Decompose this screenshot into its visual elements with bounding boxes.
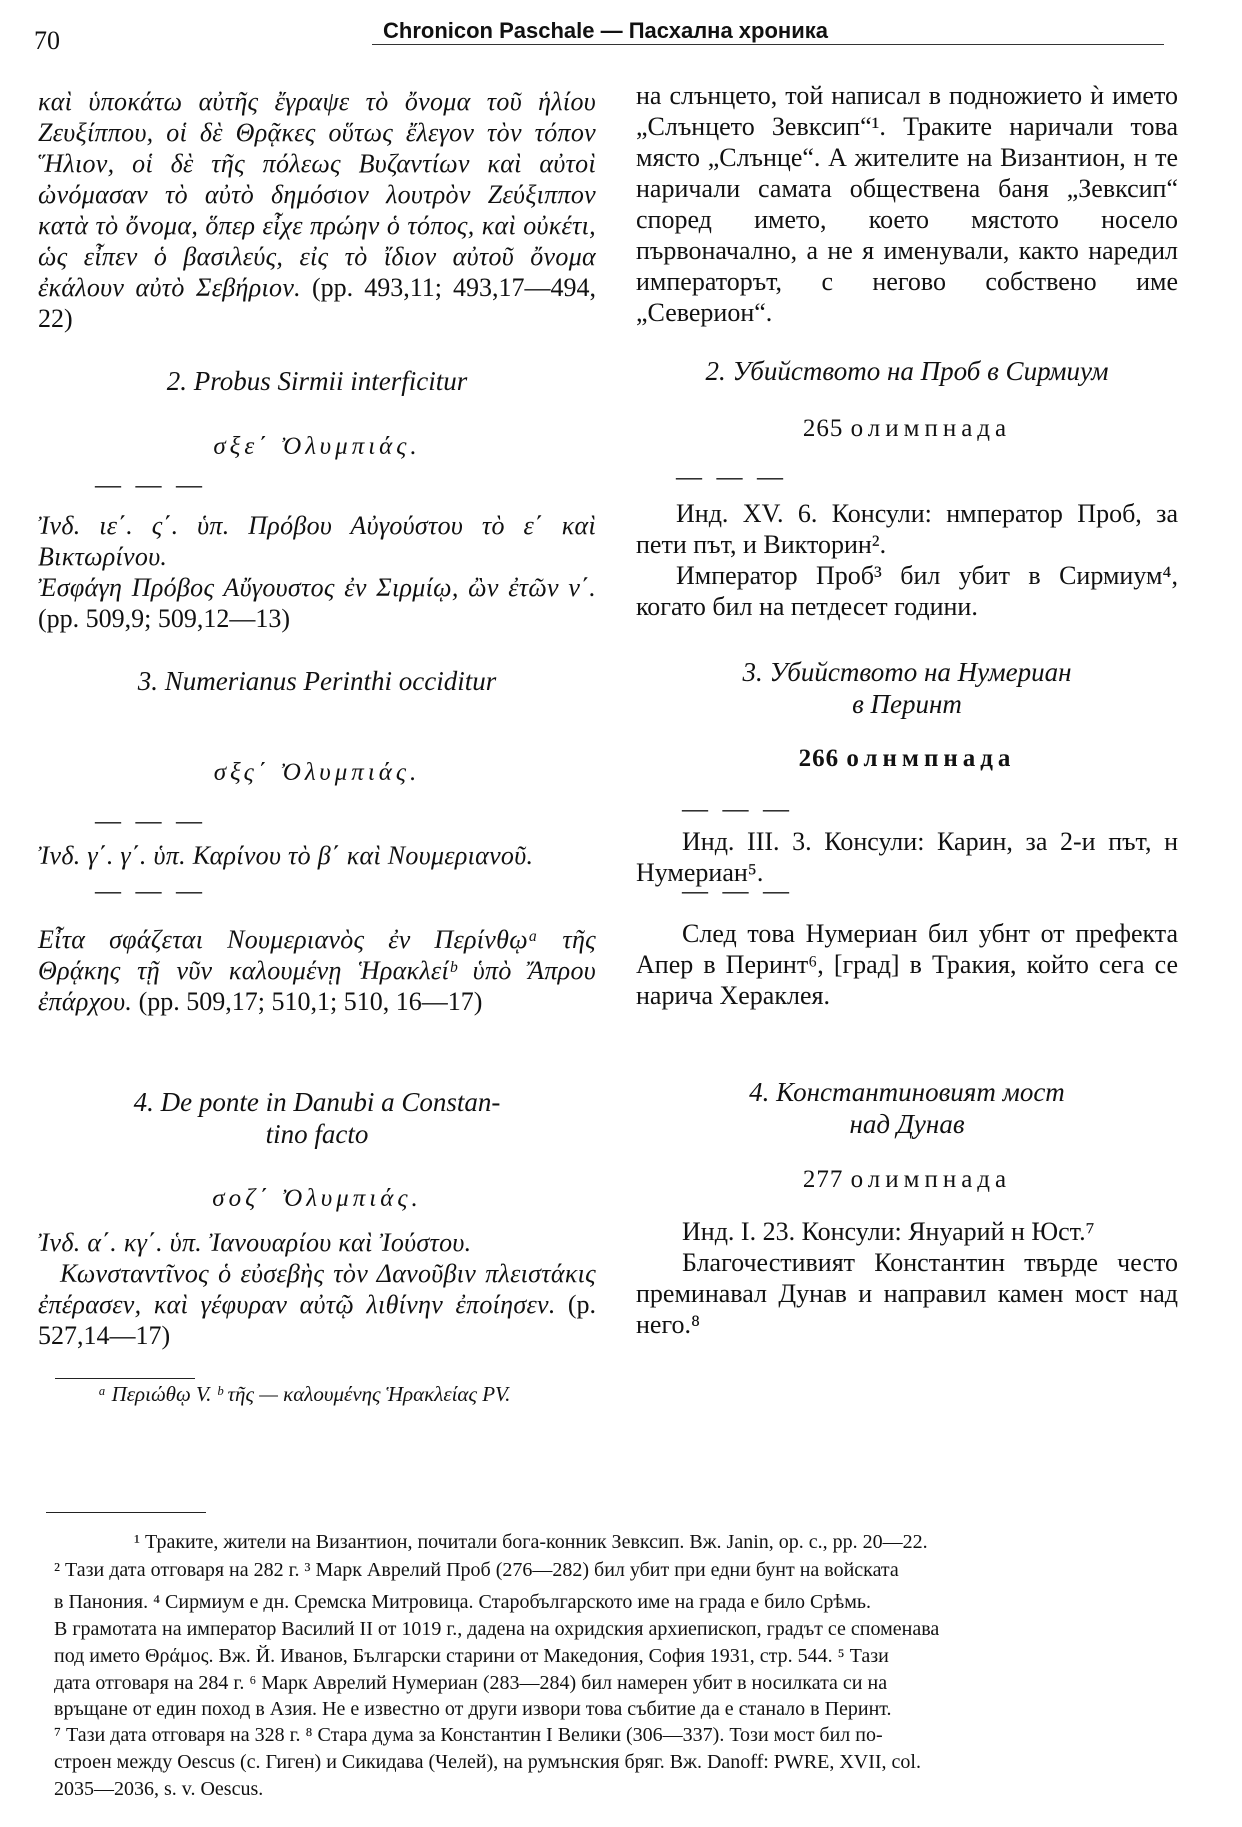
footnote-line-8: ⁷ Тази дата отговаря на 328 г. ⁸ Стара дума за Константин I Велики (306—337). Този мост бил по-	[54, 1724, 883, 1746]
right-s4-title-line2: над Дунав	[849, 1109, 965, 1139]
left-s4-line2: Κωνσταντῖνος ὁ εὐσεβὴς τὸν Δανοῦβιν πλειστάκις ἐπέρασεν, καὶ γέφυραν αὐτῷ λιθίνην ἐποίησεν.	[38, 1259, 596, 1319]
left-s3-dashes: — — —	[95, 806, 206, 835]
right-s3-p1: Инд. III. 3. Консули: Карин, за 2-и път, н Нумериан⁵.	[636, 827, 1178, 887]
footnote-line-2: ² Тази дата отговаря на 282 г. ³ Марк Аврелий Проб (276—282) бил убит при едни бунт на войската	[54, 1559, 899, 1581]
left-s2-line2: Ἐσφάγη Πρόβος Αὔγουστος ἐν Σιρμίῳ, ὢν ἐτῶν ν΄.	[38, 573, 596, 602]
intro-greek-text: καὶ ὑποκάτω αὐτῆς ἔγραψε τὸ ὄνομα τοῦ ἡλίου Ζευξίππου, οἱ δὲ Θρᾷκες οὕτως ἔλεγον τὸν τόπον Ἥλιον, οἱ δὲ τῆς πόλεως Βυζαντίων καὶ αὐτοὶ ὠνόμασαν τὸ αὐτὸ δημόσιον λουτρὸν Ζεύξιππον κατὰ τὸ ὄνομα, ὅπερ εἶχε πρώην ὁ τόπος, καὶ οὐκέτι, ὡς εἶπεν ὁ βασιλεύς, εἰς τὸ ἴδιον αὐτοῦ ὄνομα ἐκάλουν αὐτὸ Σεβήριον.	[38, 87, 596, 302]
intro-ref: (pp. 493,11; 493,17—494, 22)	[38, 273, 597, 333]
right-s3-olympiad-num: 266	[798, 745, 840, 772]
left-s4-ref: (p. 527,14—17)	[38, 1290, 596, 1350]
footnote-line-9: строен между Oescus (с. Гиген) и Сикидава (Челей), на румънския бряг. Вж. Danoff: PWRE, XVII, col.	[54, 1751, 921, 1773]
left-s4-title-line2: tino facto	[265, 1119, 369, 1149]
footnote-line-6: дата отговаря на 284 г. ⁶ Марк Аврелий Нумериан (283—284) бил намерен убит в носилката си на	[54, 1672, 888, 1694]
right-s2-title: 2. Убийството на Проб в Сирмиум	[705, 356, 1109, 386]
header-rule	[372, 44, 1164, 45]
left-s3-ref: (pp. 509,17; 510,1; 510, 16—17)	[138, 987, 483, 1016]
right-s3-p2-wrap	[636, 918, 1178, 1011]
right-s2-p2: Император Проб³ бил убит в Сирмиум⁴, когато бил на петдесет години.	[636, 561, 1178, 621]
left-s3-line1: Ἰνδ. γ΄. γ΄. ὑπ. Καρίνου τὸ β΄ καὶ Νουμεριανοῦ.	[38, 841, 534, 870]
right-s3-title-line2: в Перинт	[852, 689, 962, 719]
left-s2-ref: (pp. 509,9; 509,12—13)	[38, 604, 291, 633]
variant-readings: ᵃ Περιώθῳ V. ᵇ τῆς — καλουμένης Ἡρακλείας PV.	[98, 1382, 511, 1406]
right-s4-p1: Инд. I. 23. Консули: Януарий н Юст.⁷	[682, 1217, 1095, 1246]
right-s4-body	[636, 1216, 1178, 1340]
left-s2-dashes: — — —	[95, 470, 206, 499]
left-s3-line1-wrap	[38, 840, 596, 871]
variants-rule	[55, 1378, 195, 1379]
footnote-line-4: В грамотата на император Василий II от 1019 г., дадена на охридския архиепископ, градът се споменава	[54, 1618, 940, 1640]
right-s4-olympiad-word: олимпнада	[850, 1166, 1012, 1193]
left-s3-olympiad: σξς΄ Ὀλυμπιάς.	[213, 759, 421, 786]
right-s2-olympiad-word: олимпнада	[850, 415, 1012, 442]
left-s2-title: 2. Probus Sirmii interficitur	[166, 366, 468, 396]
left-s4-line1: Ἰνδ. α΄. κγ΄. ὑπ. Ἰανουαρίου καὶ Ἰούστου.	[38, 1228, 472, 1257]
right-s4-p2: Благочестивият Константин твърде често преминавал Дунав и направил камен мост над него.⁸	[636, 1248, 1178, 1339]
left-s3-title: 3. Numerianus Perinthi occiditur	[137, 666, 497, 696]
left-s4-body	[38, 1227, 596, 1351]
right-s3-dashes: — — —	[682, 794, 793, 823]
footnote-line-3: в Панония. ⁴ Сирмиум е дн. Сремска Митровица. Старобългарското име на града е било Срѣмь.	[54, 1591, 872, 1613]
left-s3-dashes2: — — —	[95, 876, 206, 905]
right-s3-olympiad	[636, 745, 1178, 773]
right-intro: на слънцето, той написал в подножието ѝ името „Слънцето Зевксип“¹. Траките наричали това място „Слънце“. А жителите на Византион, н те наричали самата обществена баня „Зевксип“ според името, което мястото носело първоначално, а не я именували, както наредил императорът, с негово собствено име „Северион“.	[636, 81, 1178, 327]
footnotes-rule	[46, 1512, 206, 1513]
right-s2-p1: Инд. XV. 6. Консули: нмператор Проб, за пети път, и Викторин².	[636, 499, 1178, 559]
page-number: 70	[34, 26, 60, 55]
right-s4-olympiad-num: 277	[802, 1166, 844, 1193]
left-s2-olympiad: σξε΄ Ὀλυμπιάς.	[213, 433, 421, 460]
footnote-line-7: връщане от един поход в Азия. Не е известно от други извори това събитие да е станало в Перинт.	[54, 1698, 892, 1720]
right-s2-dashes: — — —	[676, 462, 787, 491]
right-intro-wrap	[636, 80, 1178, 328]
right-s4-title	[636, 1076, 1178, 1140]
right-s3-p2: След това Нумериан бил убнт от префекта Апер в Перинт⁶, [град] в Тракия, който сега се нарича Хераклея.	[636, 919, 1178, 1010]
footnote-line-10: 2035—2036, s. v. Oescus.	[54, 1778, 264, 1800]
footnote-line-1: ¹ Траките, жители на Византион, почитали бога-конник Зевксип. Вж. Janin, op. c., pp. 20—22.	[134, 1531, 928, 1553]
right-s2-olympiad	[636, 415, 1178, 443]
running-head: Chronicon Paschale — Пасхална хроника	[383, 18, 828, 43]
footnote-line-5: под името Θράμος. Вж. Й. Иванов, Български старини от Македония, София 1931, стр. 544. ⁵ Тази	[54, 1645, 889, 1667]
right-s3-dashes2: — — —	[682, 876, 793, 905]
right-s4-title-line1: 4. Константиновият мост	[749, 1077, 1065, 1107]
right-s4-olympiad	[636, 1166, 1178, 1194]
left-s4-title-line1: 4. De ponte in Danubi a Constan-	[133, 1087, 501, 1117]
right-s3-olympiad-word: олнмпнада	[846, 745, 1016, 772]
left-intro	[38, 86, 596, 334]
right-s2-body	[636, 498, 1178, 622]
left-s4-olympiad: σοζ΄ Ὀλυμπιάς.	[212, 1185, 422, 1212]
right-s3-title	[636, 656, 1178, 720]
left-s2-line1: Ἰνδ. ιε΄. ς΄. ὑπ. Πρόβου Αὐγούστου τὸ ε΄ καὶ Βικτωρίνου.	[38, 511, 596, 571]
left-s2-body	[38, 510, 596, 634]
left-s4-title	[38, 1086, 596, 1150]
right-s3-title-line1: 3. Убийството на Нумериан	[742, 657, 1072, 687]
right-s2-olympiad-num: 265	[802, 415, 844, 442]
left-s3-body	[38, 924, 596, 1017]
left-s3-line2: Εἶτα σφάζεται Νουμεριανὸς ἐν Περίνθῳᵃ τῆς Θρᾴκης τῇ νῦν καλουμένῃ Ἡρακλείᵇ ὑπὸ Ἄπρου ἐπάρχου.	[38, 925, 596, 1016]
